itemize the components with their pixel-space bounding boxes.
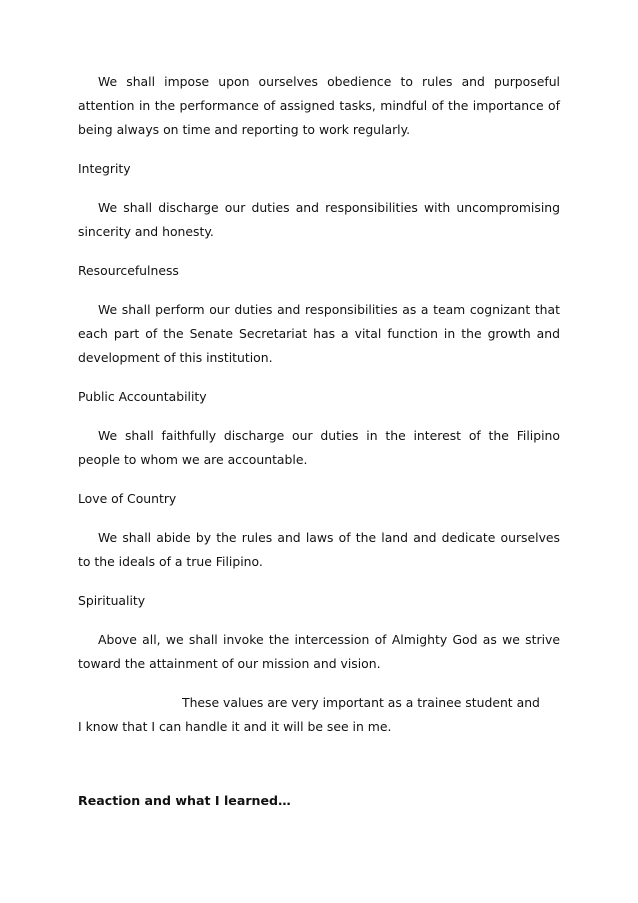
closing-line-2: I know that I can handle it and it will be see in me. — [78, 719, 392, 734]
body-paragraph-spirituality: Above all, we shall invoke the intercession of Almighty God as we strive toward the attainment of our mission and vision. — [78, 632, 560, 671]
section-title-reaction: Reaction and what I learned… — [78, 793, 291, 808]
heading-spirituality: Spirituality — [78, 593, 146, 608]
body-paragraph-punctuality: We shall impose upon ourselves obedience to rules and purposeful attention in the performance of assigned tasks, mindful of the importance of being always on time and reporting to work regularly. — [78, 74, 560, 137]
heading-public-accountability: Public Accountability — [78, 389, 207, 404]
heading-resourcefulness: Resourcefulness — [78, 263, 179, 278]
body-paragraph-integrity: We shall discharge our duties and responsibilities with uncompromising sincerity and honesty. — [78, 200, 560, 239]
body-paragraph-public-accountability: We shall faithfully discharge our duties in the interest of the Filipino people to whom we are accountable. — [78, 428, 560, 467]
heading-integrity: Integrity — [78, 161, 131, 176]
heading-love-of-country: Love of Country — [78, 491, 177, 506]
closing-line-1: These values are very important as a trainee student and — [182, 695, 540, 710]
body-paragraph-love-of-country: We shall abide by the rules and laws of the land and dedicate ourselves to the ideals of a true Filipino. — [78, 530, 560, 569]
closing-statement — [78, 691, 560, 739]
body-paragraph-resourcefulness: We shall perform our duties and responsibilities as a team cognizant that each part of the Senate Secretariat has a vital function in the growth and development of this institution. — [78, 302, 560, 365]
document-page — [78, 70, 560, 813]
